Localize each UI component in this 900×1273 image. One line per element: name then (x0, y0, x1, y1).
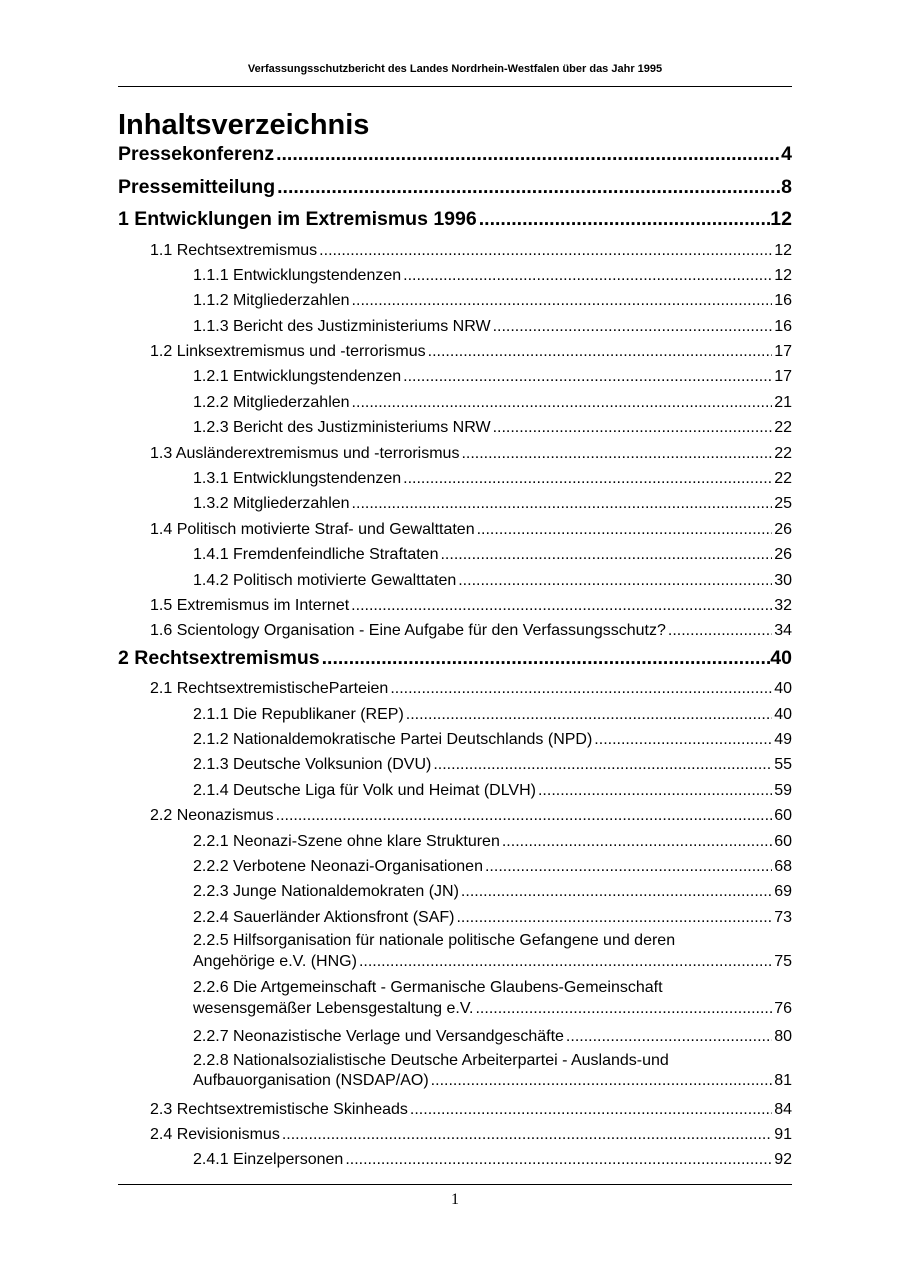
toc-entry-title: Pressemitteilung (118, 175, 276, 198)
table-of-contents (118, 141, 792, 1174)
toc-entry-page: 91 (774, 1125, 792, 1143)
toc-entry-page: 60 (774, 807, 792, 825)
toc-entry-title: Angehörige e.V. (HNG) (193, 952, 357, 970)
toc-entry[interactable] (118, 289, 792, 314)
toc-entry-title-line: 2.2.6 Die Artgemeinschaft - Germanische Glaubens-Gemeinschaft (193, 979, 663, 997)
toc-entry-page: 40 (770, 646, 792, 669)
toc-entry-page: 12 (774, 266, 792, 284)
toc-entry[interactable] (118, 391, 792, 416)
dot-leader (276, 804, 773, 828)
toc-entry[interactable] (118, 1123, 792, 1148)
toc-entry-title: 1.4.2 Politisch motivierte Gewalttaten (193, 571, 457, 589)
toc-entry-title: Aufbauorganisation (NSDAP/AO) (193, 1072, 429, 1090)
toc-entry[interactable] (118, 779, 792, 804)
toc-entry-page: 59 (774, 781, 792, 799)
dot-leader (403, 365, 772, 389)
dot-leader (410, 1098, 772, 1122)
dot-leader (359, 952, 772, 973)
dot-leader (502, 830, 772, 854)
toc-entry[interactable] (118, 492, 792, 517)
toc-entry-title: 2.2 Neonazismus (150, 807, 274, 825)
toc-entry-page: 16 (774, 292, 792, 310)
toc-entry-page: 30 (774, 571, 792, 589)
toc-entry-title: wesensgemäßer Lebensgestaltung e.V. (193, 999, 474, 1017)
dot-leader (458, 569, 772, 593)
toc-entry-page: 22 (774, 444, 792, 462)
toc-entry[interactable] (118, 1098, 792, 1123)
dot-leader (351, 594, 772, 618)
dot-leader (352, 289, 773, 313)
toc-entry[interactable] (118, 931, 792, 978)
dot-leader (475, 999, 772, 1020)
toc-entry-title: 1.2.1 Entwicklungstendenzen (193, 368, 402, 386)
toc-entry[interactable] (118, 880, 792, 905)
toc-entry[interactable] (118, 239, 792, 264)
toc-entry-title: 2.1.2 Nationaldemokratische Partei Deutschlands (NPD) (193, 731, 593, 749)
toc-entry-page: 8 (781, 175, 792, 198)
toc-entry[interactable] (118, 174, 792, 207)
dot-leader (440, 543, 772, 567)
toc-entry[interactable] (118, 830, 792, 855)
dot-leader (668, 619, 772, 643)
dot-leader (403, 264, 772, 288)
dot-leader (493, 315, 773, 339)
toc-entry[interactable] (118, 855, 792, 880)
toc-entry-page: 16 (774, 317, 792, 335)
dot-leader (322, 645, 771, 672)
running-header: Verfassungsschutzbericht des Landes Nordrhein-Westfalen über das Jahr 1995 (247, 63, 663, 75)
toc-entry[interactable] (118, 645, 792, 678)
dot-leader (276, 141, 781, 168)
toc-entry[interactable] (118, 206, 792, 239)
dot-leader (456, 906, 772, 930)
toc-entry-title: 2.2.4 Sauerländer Aktionsfront (SAF) (193, 908, 455, 926)
toc-entry[interactable] (118, 442, 792, 467)
toc-entry-title: 2.1 RechtsextremistischeParteien (150, 680, 389, 698)
dot-leader (566, 1025, 772, 1049)
toc-entry[interactable] (118, 416, 792, 441)
toc-entry[interactable] (118, 315, 792, 340)
dot-leader (431, 1071, 773, 1092)
toc-entry-page: 32 (774, 596, 792, 614)
toc-entry[interactable] (118, 728, 792, 753)
toc-entry[interactable] (118, 264, 792, 289)
toc-entry[interactable] (118, 518, 792, 543)
toc-entry-title: 1.1 Rechtsextremismus (150, 241, 318, 259)
toc-entry-title: 1.2 Linksextremismus und -terrorismus (150, 343, 426, 361)
dot-leader (485, 855, 772, 879)
toc-entry-title: 2.4 Revisionismus (150, 1125, 280, 1143)
toc-entry[interactable] (118, 467, 792, 492)
toc-entry-page: 22 (774, 470, 792, 488)
toc-entry-title: 2.3 Rechtsextremistische Skinheads (150, 1100, 408, 1118)
toc-entry-title: 1.2.2 Mitgliederzahlen (193, 393, 350, 411)
toc-entry-title: 1.3 Ausländerextremismus und -terrorismus (150, 444, 460, 462)
toc-entry-title: 1.4.1 Fremdenfeindliche Straftaten (193, 546, 439, 564)
toc-entry-title: 1 Entwicklungen im Extremismus 1996 (118, 208, 477, 230)
toc-entry-title: 2.2.1 Neonazi-Szene ohne klare Strukturen (193, 832, 500, 850)
dot-leader (493, 416, 773, 440)
toc-entry-title: 2.1.3 Deutsche Volksunion (DVU) (193, 756, 432, 774)
toc-entry-page: 17 (774, 343, 792, 361)
toc-entry-title: 2.2.7 Neonazistische Verlage und Versandgeschäfte (193, 1028, 564, 1046)
toc-entry-page: 12 (770, 208, 792, 230)
dot-leader (406, 703, 772, 727)
toc-entry-title: 1.6 Scientology Organisation - Eine Aufgabe für den Verfassungsschutz? (150, 622, 666, 640)
toc-entry[interactable] (118, 340, 792, 365)
toc-entry-page: 12 (774, 241, 792, 259)
toc-entry-title: 2.1.4 Deutsche Liga für Volk und Heimat (DLVH) (193, 781, 536, 799)
toc-entry[interactable] (118, 594, 792, 619)
toc-entry-page: 80 (774, 1028, 792, 1046)
toc-entry-page: 40 (774, 680, 792, 698)
toc-entry-title: 2.1.1 Die Republikaner (REP) (193, 705, 404, 723)
dot-leader (477, 518, 773, 542)
page-title: Inhaltsverzeichnis (118, 109, 370, 141)
toc-entry[interactable] (118, 543, 792, 568)
toc-entry-page: 92 (774, 1151, 792, 1169)
toc-entry-title: 2 Rechtsextremismus (118, 646, 320, 669)
toc-entry-page: 60 (774, 832, 792, 850)
toc-entry-page: 40 (774, 705, 792, 723)
toc-entry[interactable] (118, 1148, 792, 1173)
dot-leader (428, 340, 773, 364)
toc-entry[interactable] (118, 1051, 792, 1098)
dot-leader (479, 206, 771, 233)
toc-entry-page: 49 (774, 731, 792, 749)
dot-leader (352, 391, 773, 415)
toc-entry[interactable] (118, 703, 792, 728)
toc-entry-title: 1.1.3 Bericht des Justizministeriums NRW (193, 317, 491, 335)
toc-entry-page: 84 (774, 1100, 792, 1118)
toc-entry[interactable] (118, 141, 792, 174)
toc-entry[interactable] (118, 753, 792, 778)
toc-entry[interactable] (118, 1025, 792, 1050)
toc-entry[interactable] (118, 906, 792, 931)
toc-entry-title: 1.3.2 Mitgliederzahlen (193, 495, 350, 513)
dot-leader (345, 1148, 772, 1172)
toc-entry-title: 1.1.2 Mitgliederzahlen (193, 292, 350, 310)
toc-entry-title: 1.3.1 Entwicklungstendenzen (193, 470, 402, 488)
toc-entry-title: 1.4 Politisch motivierte Straf- und Gewalttaten (150, 520, 475, 538)
toc-entry-title-line: 2.2.5 Hilfsorganisation für nationale politische Gefangene und deren (193, 932, 676, 950)
toc-entry-title: 1.2.3 Bericht des Justizministeriums NRW (193, 419, 491, 437)
dot-leader (538, 779, 772, 803)
toc-entry-page: 73 (774, 908, 792, 926)
toc-entry-title: 2.2.2 Verbotene Neonazi-Organisationen (193, 857, 483, 875)
toc-entry-page: 68 (774, 857, 792, 875)
dot-leader (594, 728, 772, 752)
toc-entry[interactable] (118, 365, 792, 390)
toc-entry-page: 55 (774, 756, 792, 774)
toc-entry-title-line: 2.2.8 Nationalsozialistische Deutsche Arbeiterpartei - Auslands-und (193, 1051, 669, 1069)
dot-leader (282, 1123, 772, 1147)
page-number: 1 (451, 1191, 459, 1208)
dot-leader (461, 880, 772, 904)
header-rule (118, 86, 792, 87)
toc-entry-page: 25 (774, 495, 792, 513)
dot-leader (403, 467, 772, 491)
toc-entry-page: 26 (774, 520, 792, 538)
dot-leader (433, 753, 772, 777)
footer-rule (118, 1184, 792, 1185)
toc-entry-page: 69 (774, 883, 792, 901)
toc-entry[interactable] (118, 677, 792, 702)
toc-entry-title: 2.2.3 Junge Nationaldemokraten (JN) (193, 883, 459, 901)
toc-entry-page: 76 (774, 999, 792, 1017)
dot-leader (461, 442, 772, 466)
dot-leader (352, 492, 773, 516)
toc-entry-page: 17 (774, 368, 792, 386)
toc-entry-page: 22 (774, 419, 792, 437)
toc-entry[interactable] (118, 619, 792, 644)
toc-entry[interactable] (118, 804, 792, 829)
toc-entry-page: 21 (774, 393, 792, 411)
dot-leader (319, 239, 772, 263)
toc-entry-title: 2.4.1 Einzelpersonen (193, 1151, 344, 1169)
toc-entry-page: 75 (774, 952, 792, 970)
toc-entry[interactable] (118, 569, 792, 594)
dot-leader (390, 677, 772, 701)
toc-entry-title: 1.1.1 Entwicklungstendenzen (193, 266, 402, 284)
toc-entry-page: 4 (781, 143, 792, 165)
toc-entry-title: Pressekonferenz (118, 143, 275, 165)
toc-entry-title: 1.5 Extremismus im Internet (150, 596, 350, 614)
toc-entry-page: 34 (774, 622, 792, 640)
dot-leader (277, 174, 781, 201)
toc-entry[interactable] (118, 978, 792, 1025)
toc-entry-page: 26 (774, 546, 792, 564)
toc-entry-page: 81 (774, 1072, 792, 1090)
